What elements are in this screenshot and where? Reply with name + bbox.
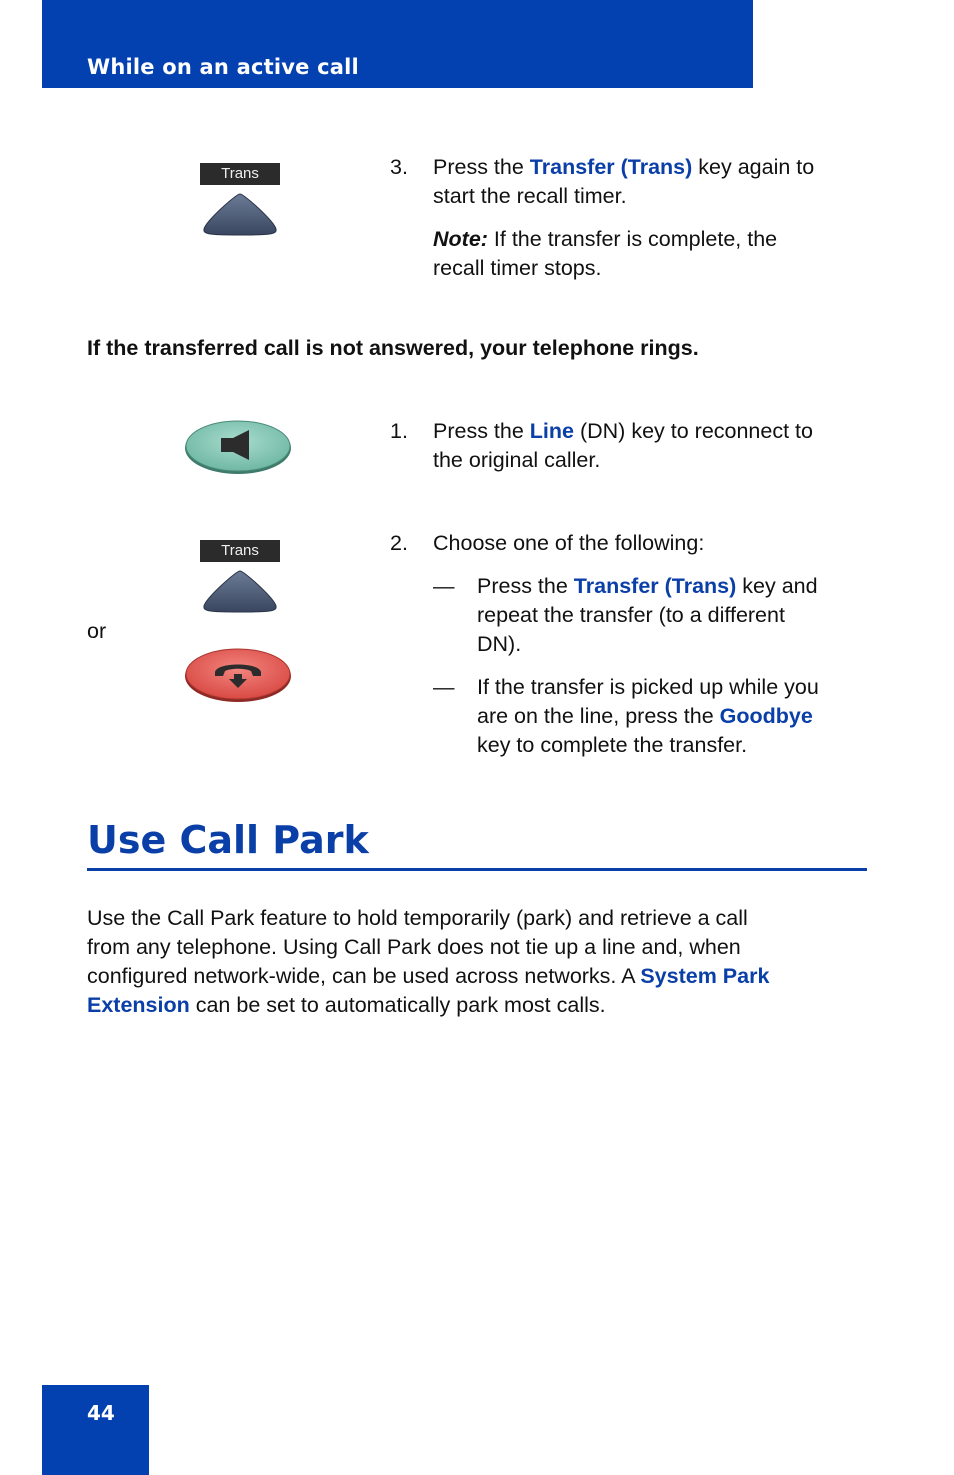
page-number-box — [42, 1385, 149, 1475]
header-title: While on an active call — [87, 55, 359, 79]
step3-note — [433, 225, 873, 283]
page-number: 44 — [87, 1401, 115, 1425]
step1-pre: Press the — [433, 419, 530, 443]
option1-line2: repeat the transfer (to a different — [477, 603, 785, 627]
note-line2: recall timer stops. — [433, 256, 602, 280]
step-number: 3. — [390, 155, 408, 179]
option1-pre: Press the — [477, 574, 574, 598]
or-label: or — [87, 619, 107, 643]
note-text: If the transfer is complete, the — [487, 227, 778, 251]
paragraph-line: can be set to automatically park most calls. — [189, 993, 606, 1017]
trans-key-icon[interactable] — [200, 191, 280, 237]
option2-line3: key to complete the transfer. — [477, 733, 748, 757]
note-label: Note: — [433, 227, 488, 251]
paragraph-line: from any telephone. Using Call Park does not tie up a line and, when — [87, 935, 741, 959]
trans-softkey-label: Trans — [200, 163, 280, 185]
step3-text — [433, 153, 873, 211]
option-dash: — — [433, 675, 455, 699]
option1-post: key and — [736, 574, 818, 598]
goodbye-key-icon[interactable] — [183, 646, 293, 704]
step1-line2: the original caller. — [433, 448, 601, 472]
step3-line2: start the recall timer. — [433, 184, 627, 208]
option-dash: — — [433, 574, 455, 598]
transfer-key-label: Transfer (Trans) — [529, 155, 693, 179]
header-bar — [42, 0, 753, 88]
section-paragraph — [87, 904, 887, 1020]
step3-post: key again to — [692, 155, 815, 179]
trans-softkey-label: Trans — [200, 540, 280, 562]
paragraph-line: configured network-wide, can be used across networks. A — [87, 964, 641, 988]
step-number: 2. — [390, 531, 408, 555]
line-key-label: Line — [529, 419, 574, 443]
option2-pre: are on the line, press the — [477, 704, 720, 728]
bold-instruction: If the transferred call is not answered, your telephone rings. — [87, 336, 699, 360]
trans-key-icon[interactable] — [200, 568, 280, 614]
section-title: Use Call Park — [87, 818, 369, 862]
goodbye-key-label: Goodbye — [719, 704, 813, 728]
step2-text: Choose one of the following: — [433, 531, 705, 555]
section-divider — [87, 868, 867, 871]
paragraph-line: Use the Call Park feature to hold temporarily (park) and retrieve a call — [87, 906, 748, 930]
system-park-label: System Park — [640, 964, 770, 988]
step3-pre: Press the — [433, 155, 530, 179]
option2-text — [477, 673, 877, 760]
step1-post: (DN) key to reconnect to — [574, 419, 813, 443]
step1-text — [433, 417, 873, 475]
option1-text — [477, 572, 877, 659]
option1-line3: DN). — [477, 632, 522, 656]
transfer-key-label: Transfer (Trans) — [573, 574, 737, 598]
option2-line1: If the transfer is picked up while you — [477, 675, 819, 699]
step-number: 1. — [390, 419, 408, 443]
line-key-icon[interactable] — [183, 418, 293, 476]
extension-label: Extension — [87, 993, 190, 1017]
